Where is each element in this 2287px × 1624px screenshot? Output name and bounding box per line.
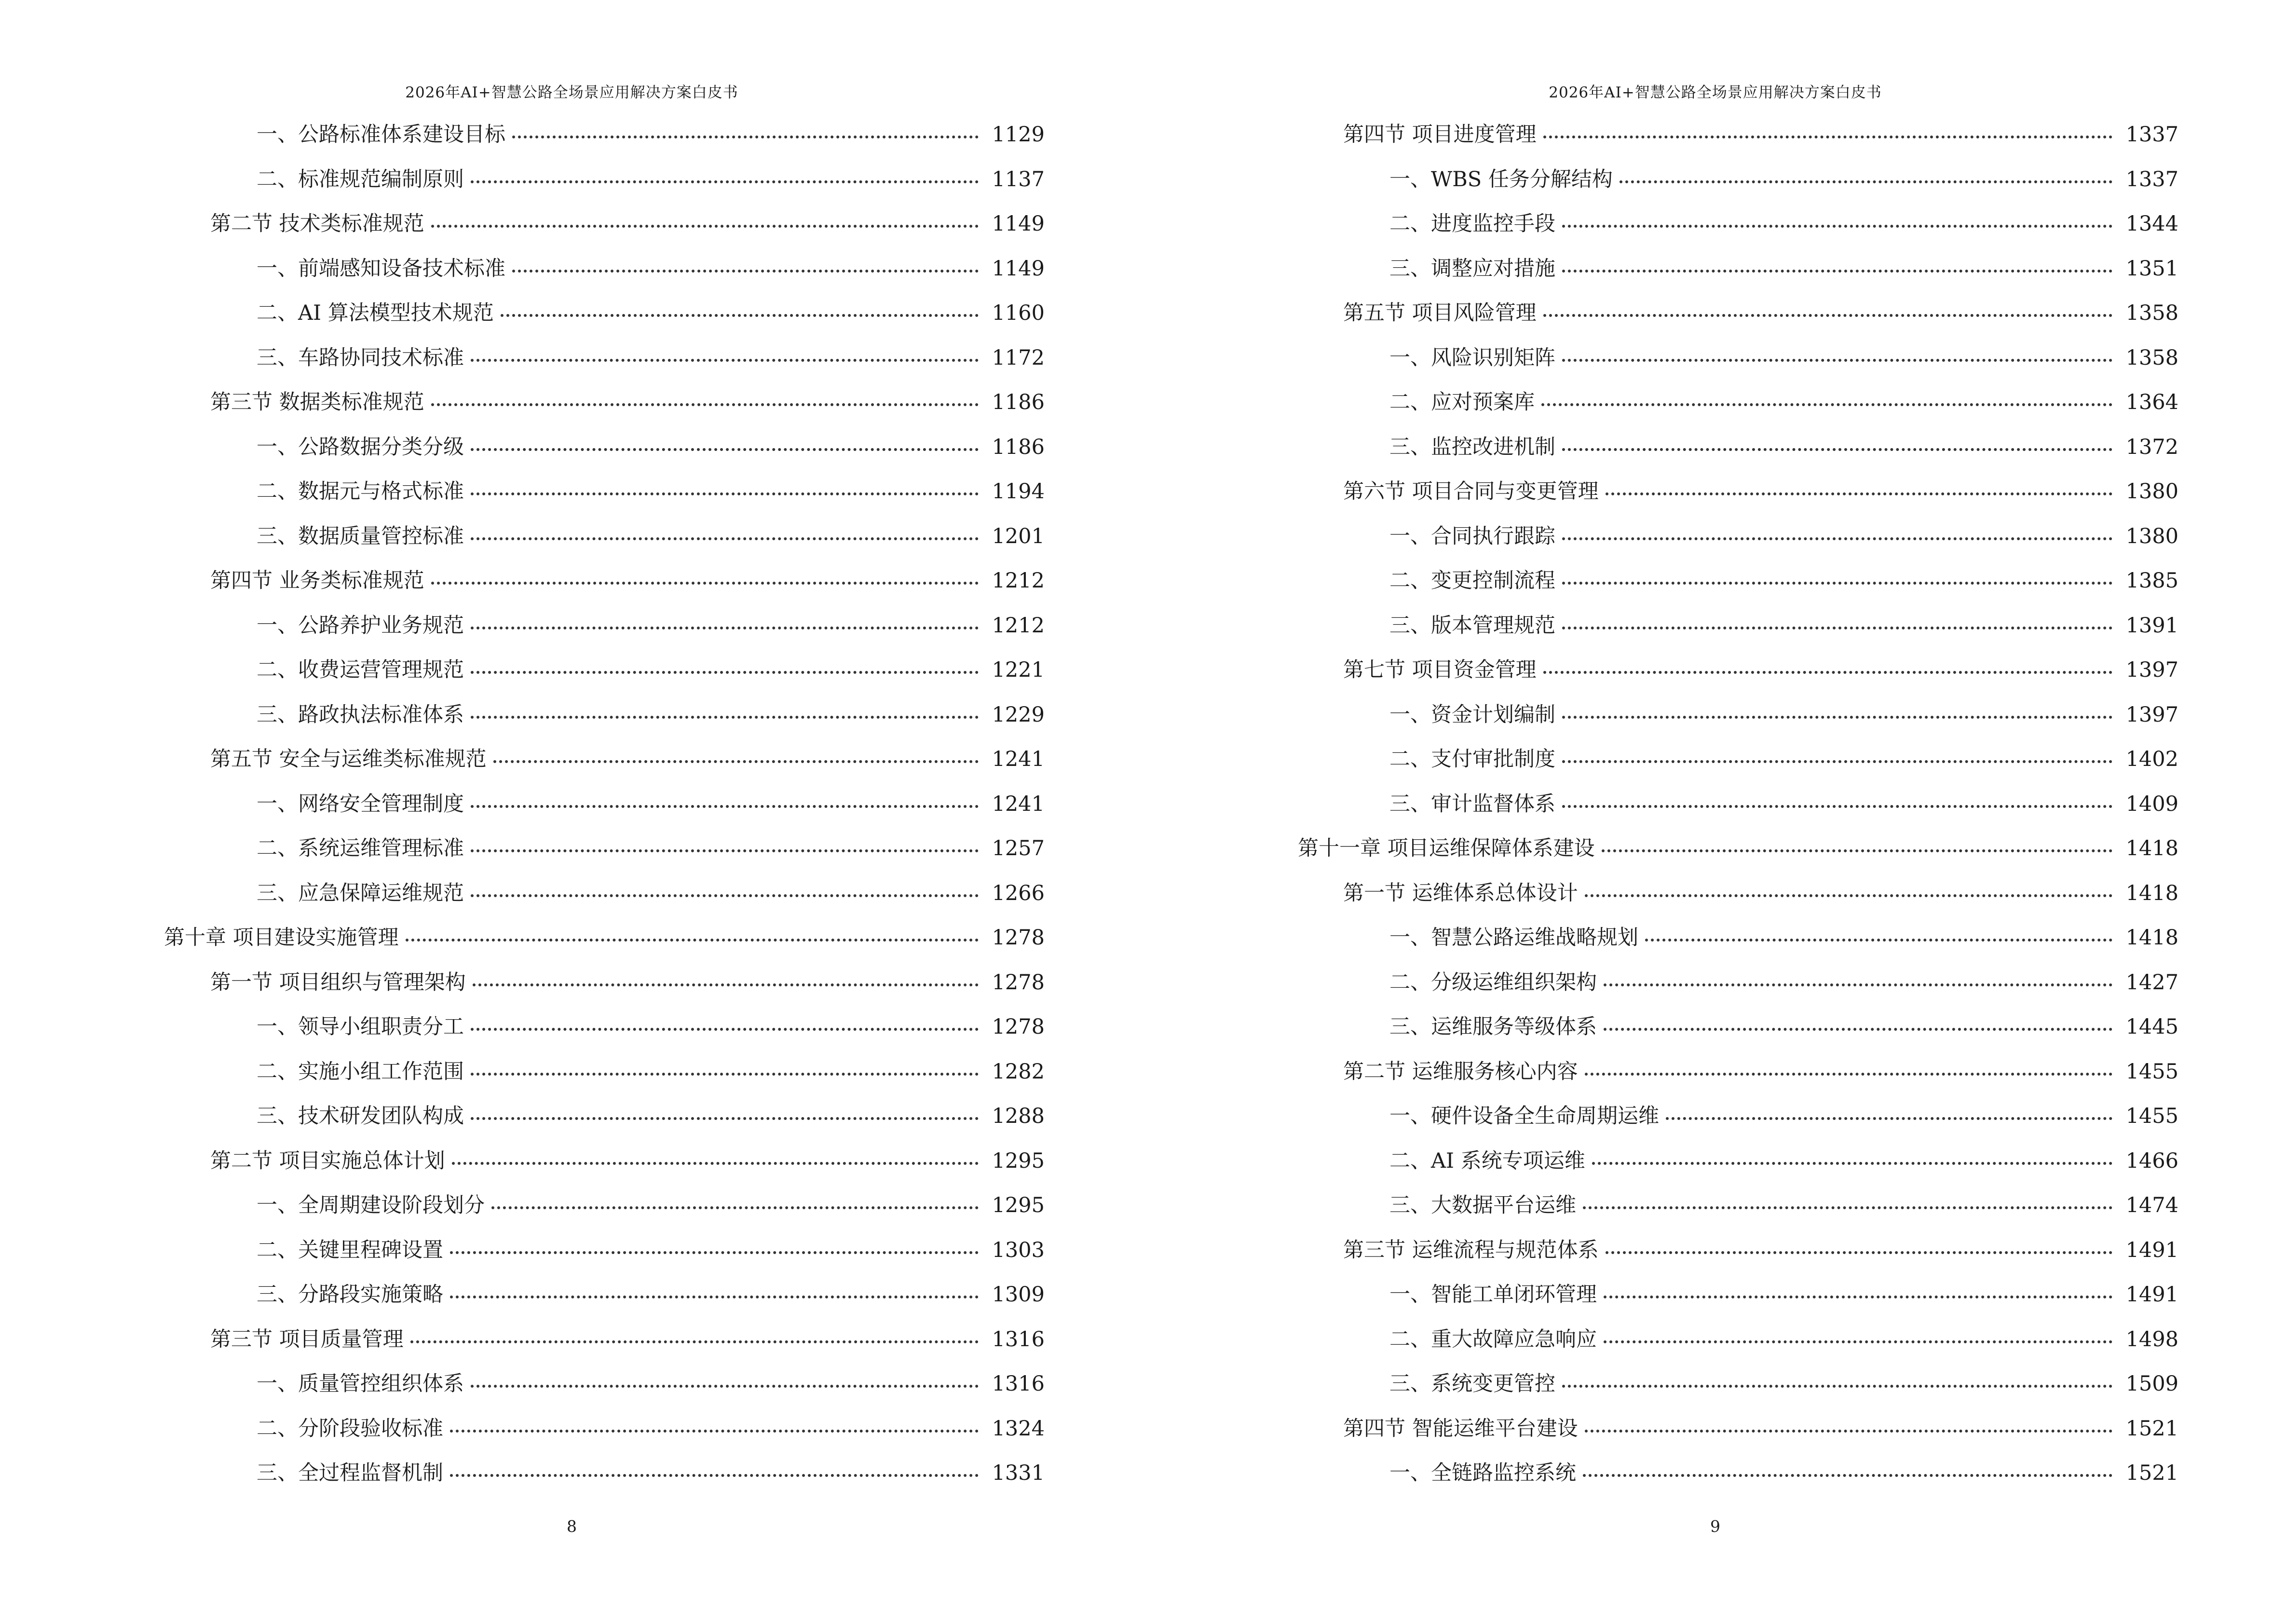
dot-leader [501, 314, 979, 317]
dot-leader [491, 1206, 979, 1209]
toc-entry-page-number: 1278 [992, 926, 1045, 950]
dot-leader [431, 582, 979, 585]
toc-entry-title: 三、路政执法标准体系 [257, 702, 464, 727]
toc-entry-page-number: 1397 [2125, 658, 2178, 682]
toc-entry-page-number: 1418 [2125, 836, 2178, 860]
toc-entry[interactable] [164, 1367, 1045, 1412]
dot-leader [471, 1385, 979, 1388]
toc-entry-title: 一、风险识别矩阵 [1389, 345, 1555, 370]
toc-entry-page-number: 1474 [2125, 1193, 2178, 1217]
toc-entry[interactable] [1298, 341, 2178, 386]
dot-leader [452, 1162, 979, 1165]
toc-entry[interactable] [1298, 1412, 2178, 1457]
toc-entry-title: 二、关键里程碑设置 [257, 1238, 443, 1262]
toc-entry-page-number: 1278 [992, 970, 1045, 995]
toc-entry-title: 三、数据质量管控标准 [257, 524, 464, 548]
dot-leader [471, 627, 979, 629]
toc-entry-page-number: 1316 [992, 1372, 1045, 1396]
toc-entry[interactable] [1298, 475, 2178, 520]
toc-entry[interactable] [1298, 654, 2178, 698]
dot-leader [1585, 1073, 2112, 1076]
dot-leader [471, 1117, 979, 1120]
dot-leader [450, 1474, 979, 1477]
toc-entry[interactable] [1298, 1055, 2178, 1100]
toc-entry[interactable] [164, 1412, 1045, 1457]
toc-entry[interactable] [1298, 743, 2178, 788]
dot-leader [1543, 314, 2112, 317]
dot-leader [1562, 716, 2112, 719]
toc-entry-page-number: 1445 [2125, 1015, 2178, 1039]
toc-entry[interactable] [164, 475, 1045, 520]
toc-entry-page-number: 1278 [992, 1015, 1045, 1039]
toc-entry[interactable] [164, 520, 1045, 565]
toc-entry[interactable] [1298, 832, 2178, 877]
dot-leader [1606, 1251, 2112, 1254]
toc-entry-title: 二、进度监控手段 [1389, 212, 1555, 236]
dot-leader [512, 136, 979, 138]
toc-entry-page-number: 1491 [2125, 1238, 2178, 1262]
toc-entry-page-number: 1402 [2125, 747, 2178, 771]
toc-entry-title: 第七节 项目资金管理 [1343, 658, 1537, 682]
toc-entry-page-number: 1241 [992, 792, 1045, 816]
table-of-contents [1298, 118, 2178, 1501]
dot-leader [1666, 1117, 2112, 1120]
toc-entry-title: 一、全周期建设阶段划分 [257, 1193, 485, 1217]
toc-entry-title: 一、合同执行跟踪 [1389, 524, 1555, 548]
toc-entry-title: 二、AI 算法模型技术规范 [257, 301, 494, 325]
toc-entry-page-number: 1186 [992, 390, 1045, 414]
page-number: 9 [1710, 1517, 1720, 1536]
dot-leader [471, 671, 979, 674]
toc-entry-page-number: 1186 [992, 435, 1045, 459]
dot-leader [406, 939, 979, 942]
dot-leader [471, 448, 979, 451]
toc-entry-page-number: 1418 [2125, 926, 2178, 950]
toc-entry-title: 一、公路数据分类分级 [257, 435, 464, 459]
dot-leader [1604, 1028, 2112, 1031]
dot-leader [1592, 1162, 2112, 1165]
toc-entry[interactable] [1298, 1457, 2178, 1501]
toc-entry-page-number: 1288 [992, 1104, 1045, 1128]
dot-leader [450, 1430, 979, 1433]
toc-entry-title: 二、变更控制流程 [1389, 569, 1555, 593]
toc-entry-page-number: 1364 [2125, 390, 2178, 414]
toc-entry-title: 二、实施小组工作范围 [257, 1059, 464, 1084]
toc-entry-title: 三、运维服务等级体系 [1389, 1015, 1597, 1039]
dot-leader [450, 1251, 979, 1254]
dot-leader [1562, 359, 2112, 362]
toc-entry-page-number: 1221 [992, 658, 1045, 682]
toc-entry-page-number: 1351 [2125, 256, 2178, 281]
toc-entry[interactable] [164, 386, 1045, 431]
toc-entry[interactable] [1298, 386, 2178, 431]
toc-entry-title: 一、智慧公路运维战略规划 [1389, 926, 1638, 950]
toc-entry-title: 第二节 项目实施总体计划 [210, 1148, 445, 1173]
toc-entry-page-number: 1491 [2125, 1283, 2178, 1307]
toc-entry[interactable] [1298, 1189, 2178, 1234]
toc-entry-title: 第一节 项目组织与管理架构 [210, 970, 466, 995]
toc-entry-page-number: 1295 [992, 1148, 1045, 1173]
toc-entry-page-number: 1358 [2125, 301, 2178, 325]
toc-entry-page-number: 1149 [992, 256, 1045, 281]
toc-entry[interactable] [1298, 1010, 2178, 1055]
dot-leader [1583, 1206, 2112, 1209]
dot-leader [471, 537, 979, 540]
toc-entry-title: 二、系统运维管理标准 [257, 836, 464, 860]
dot-leader [1602, 849, 2112, 852]
toc-entry[interactable] [1298, 1234, 2178, 1279]
toc-entry-title: 一、网络安全管理制度 [257, 792, 464, 816]
toc-entry-title: 第五节 安全与运维类标准规范 [210, 747, 487, 771]
toc-entry-page-number: 1194 [992, 479, 1045, 504]
dot-leader [1562, 582, 2112, 585]
toc-entry[interactable] [1298, 431, 2178, 476]
toc-entry-page-number: 1358 [2125, 345, 2178, 370]
dot-leader [1585, 1430, 2112, 1433]
toc-entry[interactable] [1298, 252, 2178, 297]
toc-entry-title: 三、应急保障运维规范 [257, 881, 464, 905]
dot-leader [1562, 448, 2112, 451]
toc-entry[interactable] [1298, 1145, 2178, 1189]
toc-entry-page-number: 1212 [992, 569, 1045, 593]
toc-entry[interactable] [164, 1189, 1045, 1234]
dot-leader [471, 849, 979, 852]
page-number: 8 [567, 1517, 577, 1536]
toc-entry-title: 第一节 运维体系总体设计 [1343, 881, 1578, 905]
toc-entry-page-number: 1409 [2125, 792, 2178, 816]
toc-entry-page-number: 1172 [992, 345, 1045, 370]
toc-entry-title: 二、分级运维组织架构 [1389, 970, 1597, 995]
toc-entry[interactable] [1298, 1100, 2178, 1145]
toc-entry[interactable] [164, 743, 1045, 788]
toc-entry-page-number: 1212 [992, 613, 1045, 638]
toc-entry-title: 二、标准规范编制原则 [257, 167, 464, 191]
toc-entry[interactable] [164, 564, 1045, 609]
toc-entry-page-number: 1309 [992, 1283, 1045, 1307]
toc-entry-page-number: 1498 [2125, 1327, 2178, 1351]
dot-leader [1604, 1340, 2112, 1343]
toc-entry-page-number: 1521 [2125, 1416, 2178, 1441]
toc-entry-title: 一、公路养护业务规范 [257, 613, 464, 638]
toc-entry-title: 一、硬件设备全生命周期运维 [1389, 1104, 1659, 1128]
toc-entry-title: 第十章 项目建设实施管理 [164, 926, 399, 950]
toc-entry-title: 第三节 运维流程与规范体系 [1343, 1238, 1599, 1262]
toc-entry[interactable] [164, 1323, 1045, 1368]
toc-entry[interactable] [164, 1100, 1045, 1145]
toc-entry-page-number: 1241 [992, 747, 1045, 771]
toc-entry-page-number: 1257 [992, 836, 1045, 860]
toc-entry[interactable] [164, 1278, 1045, 1323]
toc-entry-title: 一、WBS 任务分解结构 [1389, 167, 1613, 191]
dot-leader [431, 225, 979, 228]
toc-entry-title: 三、版本管理规范 [1389, 613, 1555, 638]
dot-leader [471, 180, 979, 183]
toc-entry-title: 第二节 技术类标准规范 [210, 212, 424, 236]
toc-entry-title: 三、调整应对措施 [1389, 256, 1555, 281]
toc-entry-page-number: 1427 [2125, 970, 2178, 995]
toc-entry[interactable] [1298, 118, 2178, 163]
toc-entry-page-number: 1266 [992, 881, 1045, 905]
toc-entry-title: 一、全链路监控系统 [1389, 1461, 1576, 1485]
toc-entry[interactable] [1298, 520, 2178, 565]
toc-entry-title: 三、全过程监督机制 [257, 1461, 443, 1485]
toc-entry[interactable] [164, 163, 1045, 208]
toc-entry-page-number: 1229 [992, 702, 1045, 727]
toc-entry[interactable] [164, 118, 1045, 163]
toc-entry[interactable] [1298, 921, 2178, 966]
dot-leader [471, 492, 979, 495]
toc-entry-title: 三、技术研发团队构成 [257, 1104, 464, 1128]
toc-entry[interactable] [164, 788, 1045, 832]
toc-entry[interactable] [164, 654, 1045, 698]
toc-entry-title: 第五节 项目风险管理 [1343, 301, 1537, 325]
toc-entry-title: 二、重大故障应急响应 [1389, 1327, 1597, 1351]
dot-leader [1604, 983, 2112, 986]
toc-entry-title: 三、车路协同技术标准 [257, 345, 464, 370]
dot-leader [1562, 760, 2112, 763]
toc-entry-page-number: 1160 [992, 301, 1045, 325]
dot-leader [410, 1340, 979, 1343]
toc-entry[interactable] [164, 698, 1045, 743]
toc-entry-page-number: 1129 [992, 123, 1045, 147]
toc-entry-page-number: 1380 [2125, 479, 2178, 504]
toc-entry[interactable] [164, 877, 1045, 922]
toc-entry-title: 二、分阶段验收标准 [257, 1416, 443, 1441]
toc-entry[interactable] [1298, 1323, 2178, 1368]
toc-entry[interactable] [1298, 966, 2178, 1011]
toc-entry[interactable] [164, 1145, 1045, 1189]
dot-leader [1541, 403, 2112, 406]
toc-entry-title: 一、质量管控组织体系 [257, 1372, 464, 1396]
toc-entry[interactable] [164, 1010, 1045, 1055]
toc-entry-page-number: 1418 [2125, 881, 2178, 905]
toc-entry-title: 三、分路段实施策略 [257, 1283, 443, 1307]
toc-entry[interactable] [164, 832, 1045, 877]
dot-leader [1562, 627, 2112, 629]
toc-entry-title: 第四节 项目进度管理 [1343, 123, 1537, 147]
running-header: 2026年AI+智慧公路全场景应用解决方案白皮书 [1549, 84, 1882, 101]
toc-entry-page-number: 1303 [992, 1238, 1045, 1262]
toc-entry-page-number: 1466 [2125, 1148, 2178, 1173]
toc-entry-page-number: 1282 [992, 1059, 1045, 1084]
toc-entry[interactable] [164, 341, 1045, 386]
toc-entry-page-number: 1201 [992, 524, 1045, 548]
toc-entry-title: 三、大数据平台运维 [1389, 1193, 1576, 1217]
toc-entry-title: 第三节 项目质量管理 [210, 1327, 404, 1351]
toc-entry-title: 一、智能工单闭环管理 [1389, 1283, 1597, 1307]
toc-entry-title: 第二节 运维服务核心内容 [1343, 1059, 1578, 1084]
toc-entry[interactable] [1298, 877, 2178, 922]
dot-leader [1562, 270, 2112, 273]
toc-entry-page-number: 1331 [992, 1461, 1045, 1485]
dot-leader [473, 983, 979, 986]
toc-entry-page-number: 1391 [2125, 613, 2178, 638]
toc-entry-title: 第四节 智能运维平台建设 [1343, 1416, 1578, 1441]
toc-entry-page-number: 1337 [2125, 123, 2178, 147]
toc-entry-page-number: 1137 [992, 167, 1045, 191]
toc-entry[interactable] [164, 966, 1045, 1011]
dot-leader [431, 403, 979, 406]
toc-entry[interactable] [1298, 163, 2178, 208]
toc-entry-title: 第三节 数据类标准规范 [210, 390, 424, 414]
dot-leader [1562, 805, 2112, 808]
toc-entry-title: 二、AI 系统专项运维 [1389, 1148, 1585, 1173]
toc-entry[interactable] [1298, 609, 2178, 654]
dot-leader [493, 760, 979, 763]
toc-entry[interactable] [164, 921, 1045, 966]
toc-entry[interactable] [1298, 207, 2178, 252]
running-header: 2026年AI+智慧公路全场景应用解决方案白皮书 [405, 84, 738, 101]
dot-leader [471, 1028, 979, 1031]
dot-leader [471, 716, 979, 719]
toc-entry-page-number: 1316 [992, 1327, 1045, 1351]
dot-leader [1585, 894, 2112, 897]
toc-entry-title: 一、前端感知设备技术标准 [257, 256, 505, 281]
toc-entry[interactable] [164, 1055, 1045, 1100]
dot-leader [1604, 1296, 2112, 1298]
toc-entry-title: 三、审计监督体系 [1389, 792, 1555, 816]
toc-entry-page-number: 1149 [992, 212, 1045, 236]
dot-leader [1543, 671, 2112, 674]
dot-leader [1583, 1474, 2112, 1477]
toc-entry[interactable] [164, 1457, 1045, 1501]
toc-entry[interactable] [164, 609, 1045, 654]
toc-entry[interactable] [1298, 698, 2178, 743]
toc-entry-page-number: 1521 [2125, 1461, 2178, 1485]
dot-leader [1620, 180, 2112, 183]
toc-entry[interactable] [164, 297, 1045, 341]
toc-entry-title: 一、公路标准体系建设目标 [257, 123, 505, 147]
dot-leader [512, 270, 979, 273]
dot-leader [1645, 939, 2112, 942]
table-of-contents [164, 118, 1045, 1501]
toc-entry-title: 三、监控改进机制 [1389, 435, 1555, 459]
toc-entry[interactable] [1298, 297, 2178, 341]
toc-entry-title: 一、资金计划编制 [1389, 702, 1555, 727]
dot-leader [471, 894, 979, 897]
dot-leader [471, 805, 979, 808]
dot-leader [1562, 537, 2112, 540]
right-page [1144, 0, 2287, 1624]
toc-entry-title: 二、数据元与格式标准 [257, 479, 464, 504]
toc-entry-title: 二、支付审批制度 [1389, 747, 1555, 771]
toc-entry[interactable] [164, 207, 1045, 252]
toc-entry[interactable] [1298, 788, 2178, 832]
toc-entry-page-number: 1372 [2125, 435, 2178, 459]
toc-entry-page-number: 1380 [2125, 524, 2178, 548]
toc-entry-page-number: 1324 [992, 1416, 1045, 1441]
toc-entry-title: 一、领导小组职责分工 [257, 1015, 464, 1039]
toc-entry-title: 第六节 项目合同与变更管理 [1343, 479, 1599, 504]
toc-entry[interactable] [1298, 1367, 2178, 1412]
dot-leader [471, 359, 979, 362]
dot-leader [1562, 1385, 2112, 1388]
toc-entry-page-number: 1295 [992, 1193, 1045, 1217]
dot-leader [1562, 225, 2112, 228]
toc-entry-page-number: 1385 [2125, 569, 2178, 593]
dot-leader [1543, 136, 2112, 138]
dot-leader [1606, 492, 2112, 495]
toc-entry-page-number: 1509 [2125, 1372, 2178, 1396]
toc-entry[interactable] [164, 252, 1045, 297]
toc-entry[interactable] [1298, 564, 2178, 609]
toc-entry-page-number: 1397 [2125, 702, 2178, 727]
toc-entry[interactable] [1298, 1278, 2178, 1323]
toc-entry[interactable] [164, 1234, 1045, 1279]
dot-leader [471, 1073, 979, 1076]
toc-entry-page-number: 1344 [2125, 212, 2178, 236]
dot-leader [450, 1296, 979, 1298]
toc-entry-title: 二、收费运营管理规范 [257, 658, 464, 682]
toc-entry[interactable] [164, 431, 1045, 476]
toc-entry-page-number: 1455 [2125, 1059, 2178, 1084]
toc-entry-title: 第四节 业务类标准规范 [210, 569, 424, 593]
toc-entry-page-number: 1337 [2125, 167, 2178, 191]
toc-entry-title: 第十一章 项目运维保障体系建设 [1298, 836, 1595, 860]
toc-entry-page-number: 1455 [2125, 1104, 2178, 1128]
toc-entry-title: 三、系统变更管控 [1389, 1372, 1555, 1396]
toc-entry-title: 二、应对预案库 [1389, 390, 1535, 414]
